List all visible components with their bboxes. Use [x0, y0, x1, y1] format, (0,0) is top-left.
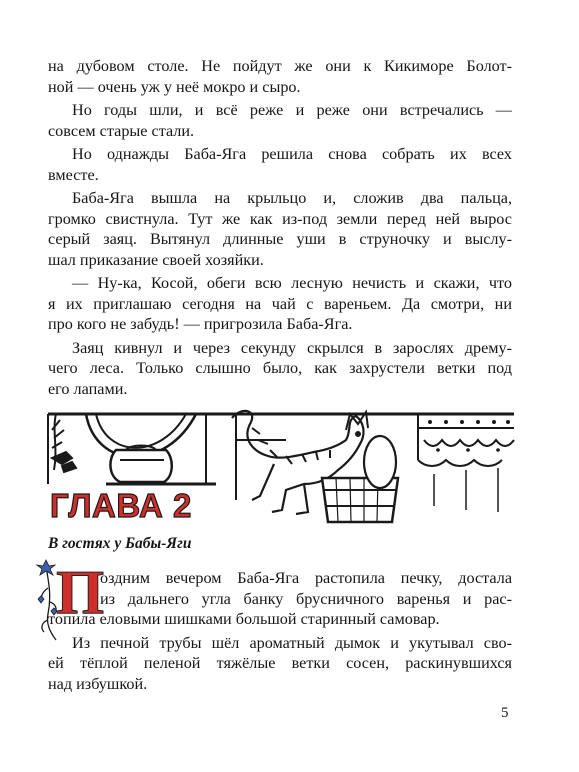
text-line: ной — очень уж у неё мокро и сыро. [48, 77, 301, 96]
paragraph-1 [48, 56, 512, 97]
drop-cap-letter: П [56, 559, 105, 627]
text-line: совсем старые стали. [48, 121, 195, 140]
text-line: Из печной трубы шёл ароматный дымок и укутывал сво- [72, 633, 512, 652]
paragraph-3 [48, 144, 512, 185]
top-text-block [48, 56, 512, 402]
paragraph-2 [48, 100, 512, 141]
text-line: ей тёплой пеленой тяжёлые ветки сосен, раскинувшихся [48, 654, 512, 672]
text-line: его лапами. [48, 379, 128, 398]
text-line: — Ну-ка, Косой, обеги всю лесную нечисть и скажи, что [72, 274, 512, 292]
text-line: топила еловыми шишками большой старинный самовар. [48, 610, 440, 628]
text-line: Заяц кивнул и через секунду скрылся в зарослях дрему- [72, 338, 512, 357]
text-line: над избушкой. [48, 674, 148, 693]
chapter-text-block-continued [100, 589, 512, 610]
chapter-text-block-full [48, 609, 512, 697]
text-line: Но однажды Баба-Яга решила снова собрать их всех [72, 145, 512, 163]
text-line: Но годы шли, и всё реже и реже они встречались — [72, 101, 512, 119]
text-line: чего леса. Только слышно было, как захрустели ветки под [48, 359, 512, 377]
paragraph-5 [48, 273, 512, 335]
text-line: про кого не забудь! — пригрозила Баба-Яга. [48, 315, 353, 333]
text-line: шал приказание своей хозяйки. [48, 250, 264, 269]
chapter-text-block [100, 568, 512, 589]
text-line: из дальнего угла банку брусничного варенья и рас- [100, 589, 512, 608]
text-line: громко свистнула. Тут же как из-под земли перед ней вырос [48, 209, 512, 228]
chapter-paragraph-2 [48, 633, 512, 695]
chapter-title: ГЛАВА 2 [48, 487, 198, 524]
text-line: на дубовом столе. Не пойдут же они к Кикиморе Болот- [48, 57, 512, 75]
text-line: Баба-Яга вышла на крыльцо и, сложив два пальца, [72, 189, 512, 207]
text-line: серый заяц. Вытянул длинные уши в струночку и выслу- [48, 230, 512, 248]
chapter-subtitle: В гостях у Бабы-Яги [48, 535, 192, 552]
paragraph-4 [48, 188, 512, 270]
page-number: 5 [501, 705, 509, 721]
paragraph-6 [48, 338, 512, 400]
text-line: оздним вечером Баба-Яга растопила печку, достала [100, 569, 512, 587]
text-line: вместе. [48, 165, 99, 184]
chapter-paragraph-1-end [48, 609, 512, 630]
text-line: я их приглашаю сегодня на чай с вареньем. Да смотри, ни [48, 294, 512, 313]
